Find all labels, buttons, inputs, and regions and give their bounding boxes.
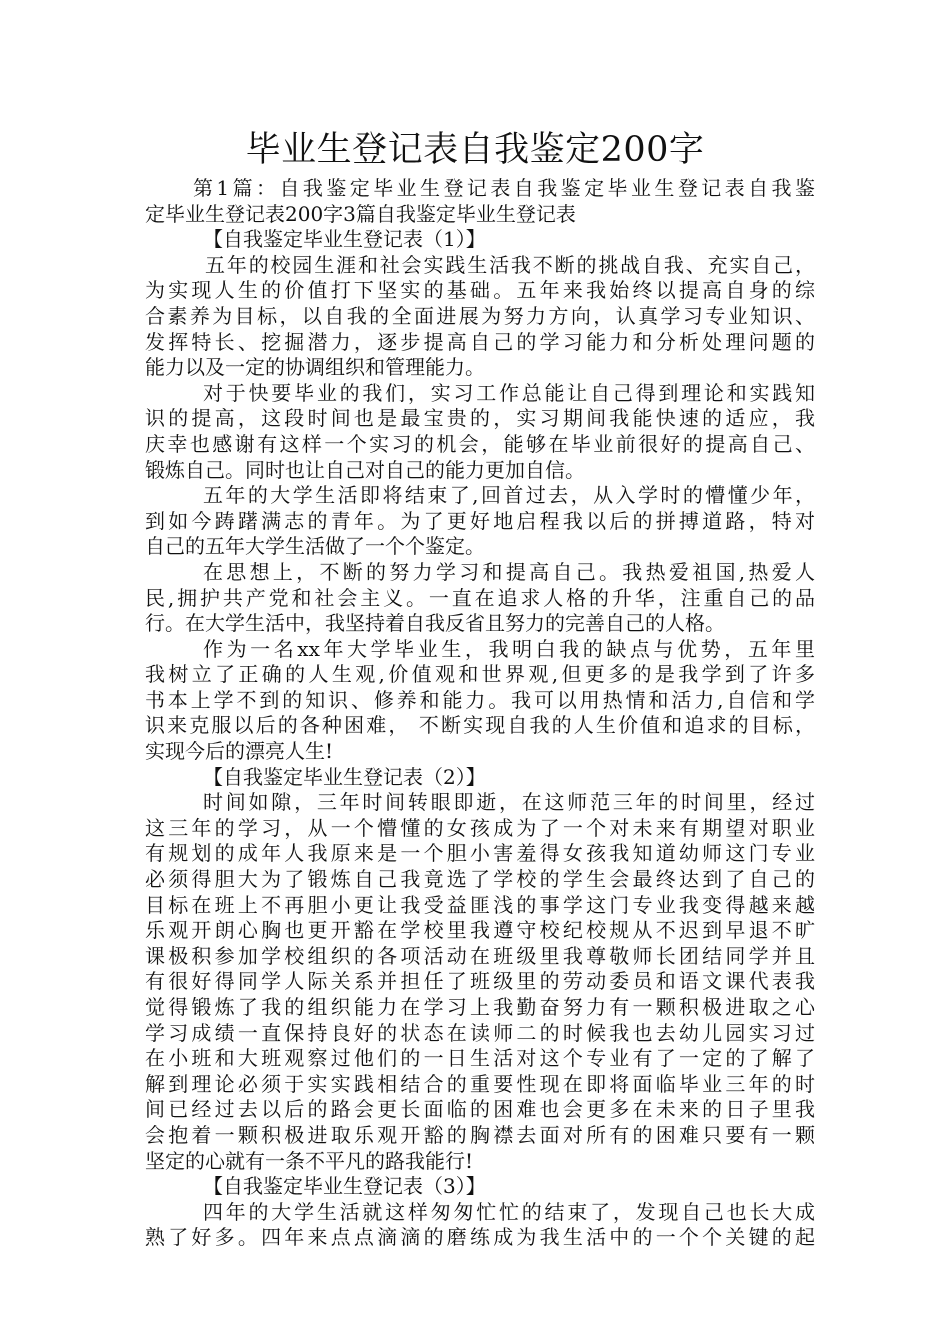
document-body xyxy=(145,176,815,1251)
section-heading: 【自我鉴定毕业生登记表（2）】 xyxy=(203,764,486,789)
paragraph-line: 目标在班上不再胆小更让我受益匪浅的事学这门专业我变得越来越 xyxy=(145,892,815,917)
paragraph-line: 我树立了正确的人生观,价值观和世界观,但更多的是我学到了许多 xyxy=(145,662,815,687)
paragraph-line: 民,拥护共产党和社会主义。一直在追求人格的升华，注重自己的品 xyxy=(145,585,815,610)
paragraph-line: 到如今踌躇满志的青年。为了更好地启程我以后的拼搏道路，特对 xyxy=(145,508,815,533)
paragraph-line: 庆幸也感谢有这样一个实习的机会，能够在毕业前很好的提高自己、 xyxy=(145,431,815,456)
paragraph-line: 课极积参加学校组织的各项活动在班级里我尊敬师长团结同学并且 xyxy=(145,943,815,968)
paragraph-line: 作为一名xx年大学毕业生，我明白我的缺点与优势，五年里 xyxy=(203,636,815,661)
paragraph-line: 自己的五年大学生活做了一个个鉴定。 xyxy=(145,534,485,559)
paragraph-line: 能力以及一定的协调组织和管理能力。 xyxy=(145,355,485,380)
paragraph-line: 有很好得同学人际关系并担任了班级里的劳动委员和语文课代表我 xyxy=(145,969,815,994)
section-heading: 【自我鉴定毕业生登记表（3）】 xyxy=(203,1174,486,1199)
paragraph-line: 五年的大学生活即将结束了,回首过去，从入学时的懵懂少年， xyxy=(203,483,815,508)
paragraph-line: 实现今后的漂亮人生! xyxy=(145,739,334,764)
paragraph-line: 解到理论必须于实实践相结合的重要性现在即将面临毕业三年的时 xyxy=(145,1071,815,1096)
paragraph-line: 这三年的学习，从一个懵懂的女孩成为了一个对未来有期望对职业 xyxy=(145,815,815,840)
paragraph-line: 对于快要毕业的我们，实习工作总能让自己得到理论和实践知 xyxy=(203,380,815,405)
paragraph-line: 在小班和大班观察过他们的一日生活对这个专业有了一定的了解了 xyxy=(145,1046,815,1071)
paragraph-line: 必须得胆大为了锻炼自己我竟选了学校的学生会最终达到了自己的 xyxy=(145,867,815,892)
paragraph-line: 坚定的心就有一条不平凡的路我能行! xyxy=(145,1148,474,1173)
paragraph-line: 时间如隙，三年时间转眼即逝，在这师范三年的时间里，经过 xyxy=(203,790,815,815)
paragraph-line: 有规划的成年人我原来是一个胆小害羞得女孩我知道幼师这门专业 xyxy=(145,841,815,866)
paragraph-line: 间已经过去以后的路会更长面临的困难也会更多在未来的日子里我 xyxy=(145,1097,815,1122)
paragraph-line: 会抱着一颗积极进取乐观开豁的胸襟去面对所有的困难只要有一颗 xyxy=(145,1122,815,1147)
section-heading: 【自我鉴定毕业生登记表（1）】 xyxy=(203,227,486,252)
paragraph-line: 识的提高，这段时间也是最宝贵的，实习期间我能快速的适应，我 xyxy=(145,406,815,431)
paragraph-line: 觉得锻炼了我的组织能力在学习上我勤奋努力有一颗积极进取之心 xyxy=(145,995,815,1019)
paragraph-line: 合素养为目标，以自我的全面进展为努力方向，认真学习专业知识、 xyxy=(145,303,815,328)
paragraph-line: 锻炼自己。同时也让自己对自己的能力更加自信。 xyxy=(145,457,585,482)
paragraph-line: 识来克服以后的各种困难， 不断实现自我的人生价值和追求的目标， xyxy=(145,713,815,738)
paragraph-line: 在思想上，不断的努力学习和提高自己。我热爱祖国,热爱人 xyxy=(203,559,815,584)
intro-line: 第1篇：自我鉴定毕业生登记表自我鉴定毕业生登记表自我鉴 xyxy=(193,176,815,200)
paragraph-line: 四年的大学生活就这样匆匆忙忙的结束了，发现自己也长大成 xyxy=(203,1199,815,1224)
paragraph-line: 书本上学不到的知识、修养和能力。我可以用热情和活力,自信和学 xyxy=(145,687,815,712)
paragraph-line: 五年的校园生涯和社会实践生活我不断的挑战自我、充实自己， xyxy=(205,252,815,277)
paragraph-line: 熟了好多。四年来点点滴滴的磨练成为我生活中的一个个关键的起 xyxy=(145,1225,815,1250)
paragraph-line: 行。在大学生活中，我坚持着自我反省且努力的完善自己的人格。 xyxy=(145,611,725,636)
paragraph-line: 为实现人生的价值打下坚实的基础。五年来我始终以提高自身的综 xyxy=(145,278,815,303)
paragraph-line: 学习成绩一直保持良好的状态在读师二的时候我也去幼儿园实习过 xyxy=(145,1020,815,1045)
intro-line: 定毕业生登记表200字3篇自我鉴定毕业生登记表 xyxy=(145,201,576,226)
paragraph-line: 乐观开朗心胸也更开豁在学校里我遵守校纪校规从不迟到早退不旷 xyxy=(145,918,815,943)
document-title: 毕业生登记表自我鉴定200字 xyxy=(245,130,705,170)
paragraph-line: 发挥特长、挖掘潜力，逐步提高自己的学习能力和分析处理问题的 xyxy=(145,329,815,354)
